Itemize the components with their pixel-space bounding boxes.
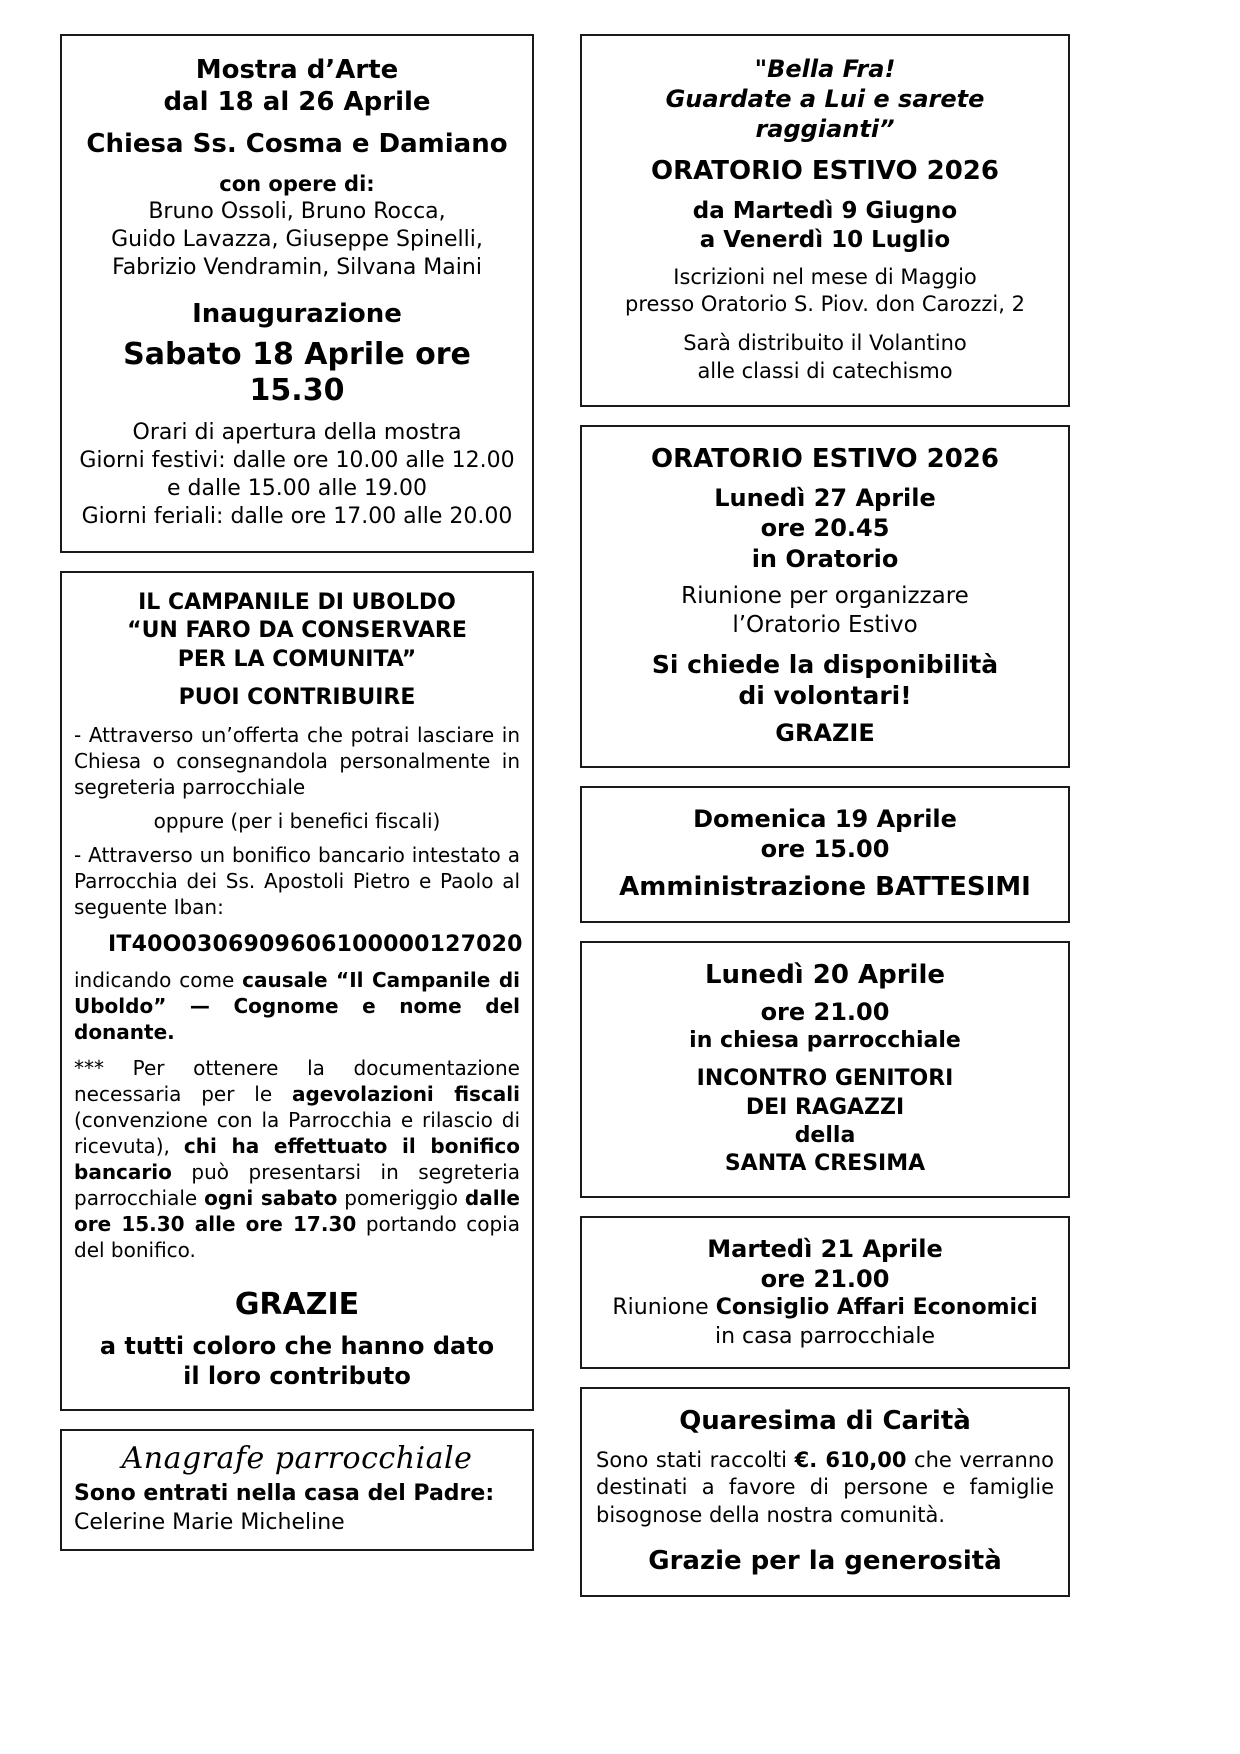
bell-tower-option-transfer: - Attraverso un bonifico bancario intestato a Parrocchia dei Ss. Apostoli Pietro e Paolo al seguente Iban:	[74, 842, 520, 919]
parish-registry-entered-label: Sono entrati nella casa del Padre:	[74, 1481, 495, 1507]
confirmation-meeting-box	[580, 941, 1070, 1198]
parish-registry-title: Anagrafe parrocchiale	[121, 1441, 473, 1477]
art-exhibition-box	[60, 34, 534, 553]
economic-council-date: Martedì 21 Aprile	[707, 1235, 943, 1263]
summer-oratory-volunteer-request-line1: Si chiede la disponibilità	[651, 649, 999, 679]
parish-registry-entered-name: Celerine Marie Micheline	[74, 1509, 345, 1535]
summer-oratory-dates-line1: da Martedì 9 Giugno	[692, 197, 958, 224]
art-exhibition-works-label: con opere di:	[219, 171, 375, 196]
economic-council-box	[580, 1216, 1070, 1369]
art-exhibition-opening-label: Inaugurazione	[192, 299, 402, 330]
economic-council-meeting-prefix: Riunione	[612, 1295, 716, 1321]
summer-oratory-meeting-purpose-line1: Riunione per organizzare	[681, 582, 969, 609]
art-exhibition-artists-line1: Bruno Ossoli, Bruno Rocca,	[148, 199, 446, 224]
art-exhibition-hours-label: Orari di apertura della mostra	[132, 419, 462, 445]
art-exhibition-opening-datetime: Sabato 18 Aprile ore 15.30	[123, 336, 471, 408]
baptisms-date: Domenica 19 Aprile	[693, 805, 957, 834]
lent-charity-body	[596, 1447, 1054, 1529]
bell-tower-note-bold2: chi ha effettuato il bonifico bancario	[74, 1133, 520, 1184]
summer-oratory-meeting-date: Lunedì 27 Aprile	[714, 484, 936, 513]
summer-oratory-meeting-time: ore 20.45	[760, 514, 890, 543]
summer-oratory-flyer-line1: Sarà distribuito il Volantino	[683, 331, 967, 356]
parish-registry-box	[60, 1429, 534, 1550]
summer-oratory-motto-line1: "Bella Fra!	[754, 55, 896, 83]
confirmation-meeting-title-line4: SANTA CRESIMA	[724, 1150, 926, 1176]
confirmation-meeting-title-line1: INCONTRO GENITORI	[696, 1066, 954, 1092]
confirmation-meeting-place: in chiesa parrocchiale	[689, 1028, 961, 1054]
bell-tower-thanks-sub-line2: il loro contributo	[183, 1362, 411, 1391]
bell-tower-causale-bold: causale “Il Campanile di Uboldo” — Cognome e nome del donante.	[74, 967, 520, 1044]
baptisms-box	[580, 786, 1070, 923]
bell-tower-fiscal-note	[74, 1055, 520, 1263]
economic-council-meeting	[594, 1294, 1056, 1322]
lent-charity-title: Quaresima di Carità	[679, 1405, 971, 1436]
lent-charity-box	[580, 1387, 1070, 1597]
art-exhibition-title-line2: dal 18 al 26 Aprile	[163, 87, 431, 118]
bell-tower-fundraising-box	[60, 571, 534, 1411]
bell-tower-title-line3: PER LA COMUNITA”	[177, 646, 417, 672]
art-exhibition-hours-festivi-line2: e dalle 15.00 alle 19.00	[167, 476, 427, 502]
bell-tower-subtitle: PUOI CONTRIBUIRE	[178, 684, 416, 710]
art-exhibition-artists-line3: Fabrizio Vendramin, Silvana Maini	[112, 255, 482, 281]
bell-tower-thanks: GRAZIE	[234, 1286, 360, 1322]
summer-oratory-meeting-box	[580, 425, 1070, 768]
confirmation-meeting-time: ore 21.00	[760, 997, 890, 1026]
confirmation-meeting-title-line2: DEI RAGAZZI	[745, 1094, 905, 1120]
baptisms-time: ore 15.00	[760, 835, 890, 864]
economic-council-meeting-bold: Consiglio Affari Economici	[715, 1295, 1038, 1321]
lent-charity-thanks: Grazie per la generosità	[648, 1545, 1002, 1576]
economic-council-time: ore 21.00	[760, 1265, 890, 1294]
bell-tower-note-part5: portando copia del bonifico.	[74, 1211, 520, 1262]
summer-oratory-flyer-line2: alle classi di catechismo	[697, 358, 953, 383]
baptisms-title: Amministrazione BATTESIMI	[619, 871, 1031, 902]
bell-tower-note-part3: può presentarsi in segreteria parrocchiale	[74, 1159, 520, 1210]
economic-council-place: in casa parrocchiale	[714, 1323, 936, 1349]
summer-oratory-promo-title: ORATORIO ESTIVO 2026	[651, 155, 999, 186]
right-column	[580, 34, 1070, 1615]
confirmation-meeting-date: Lunedì 20 Aprile	[704, 959, 946, 990]
bell-tower-note-bold3: ogni sabato	[204, 1185, 338, 1210]
confirmation-meeting-title-line3: della	[794, 1122, 856, 1148]
summer-oratory-meeting-place: in Oratorio	[751, 544, 899, 573]
bell-tower-note-bold1: agevolazioni fiscali	[291, 1081, 520, 1106]
bell-tower-causale-prefix: indicando come	[74, 967, 243, 992]
bell-tower-or-label: oppure (per i benefici fiscali)	[153, 808, 441, 833]
bell-tower-note-part2: (convenzione con la Parrocchia e rilascio di ricevuta),	[74, 1107, 520, 1158]
lent-charity-amount: €. 610,00	[794, 1448, 907, 1473]
art-exhibition-artists-line2: Guido Lavazza, Giuseppe Spinelli,	[111, 227, 483, 253]
summer-oratory-meeting-title: ORATORIO ESTIVO 2026	[651, 444, 999, 474]
art-exhibition-title-line1: Mostra d’Arte	[195, 55, 399, 85]
lent-charity-body-prefix: Sono stati raccolti	[596, 1448, 795, 1473]
left-column	[60, 34, 534, 1569]
bell-tower-iban: IT40O0306909606100000127020	[108, 931, 523, 957]
bell-tower-note-part4: pomeriggio	[337, 1185, 465, 1210]
summer-oratory-meeting-thanks: GRAZIE	[775, 718, 875, 747]
bell-tower-title-line2: “UN FARO DA CONSERVARE	[127, 618, 467, 644]
summer-oratory-dates-line2: a Venerdì 10 Luglio	[699, 227, 951, 254]
lent-charity-body-suffix: che verranno destinati a favore di persone e famiglie bisognose della nostra comunità.	[596, 1448, 1054, 1527]
summer-oratory-meeting-purpose-line2: l’Oratorio Estivo	[732, 612, 918, 639]
art-exhibition-hours-feriali: Giorni feriali: dalle ore 17.00 alle 20.00	[81, 504, 513, 530]
summer-oratory-volunteer-request-line2: di volontari!	[738, 681, 912, 711]
bell-tower-option-offering: - Attraverso un’offerta che potrai lasciare in Chiesa o consegnandola personalmente in segreteria parrocchiale	[74, 722, 520, 799]
bell-tower-thanks-sub-line1: a tutti coloro che hanno dato	[99, 1331, 495, 1360]
summer-oratory-enroll-line1: Iscrizioni nel mese di Maggio	[673, 264, 977, 289]
summer-oratory-enroll-line2: presso Oratorio S. Piov. don Carozzi, 2	[625, 292, 1025, 317]
bell-tower-note-bold4: dalle ore 15.30 alle ore 17.30	[74, 1185, 520, 1236]
summer-oratory-promo-box	[580, 34, 1070, 407]
summer-oratory-motto-line2: Guardate a Lui e sarete raggianti”	[665, 85, 985, 144]
bell-tower-causale	[74, 967, 520, 1045]
bell-tower-note-part1: *** Per ottenere la documentazione necessaria per le	[74, 1055, 520, 1106]
bell-tower-title-line1: IL CAMPANILE DI UBOLDO	[138, 590, 456, 616]
art-exhibition-hours-festivi-line1: Giorni festivi: dalle ore 10.00 alle 12.00	[79, 447, 515, 473]
art-exhibition-venue: Chiesa Ss. Cosma e Damiano	[86, 129, 508, 160]
